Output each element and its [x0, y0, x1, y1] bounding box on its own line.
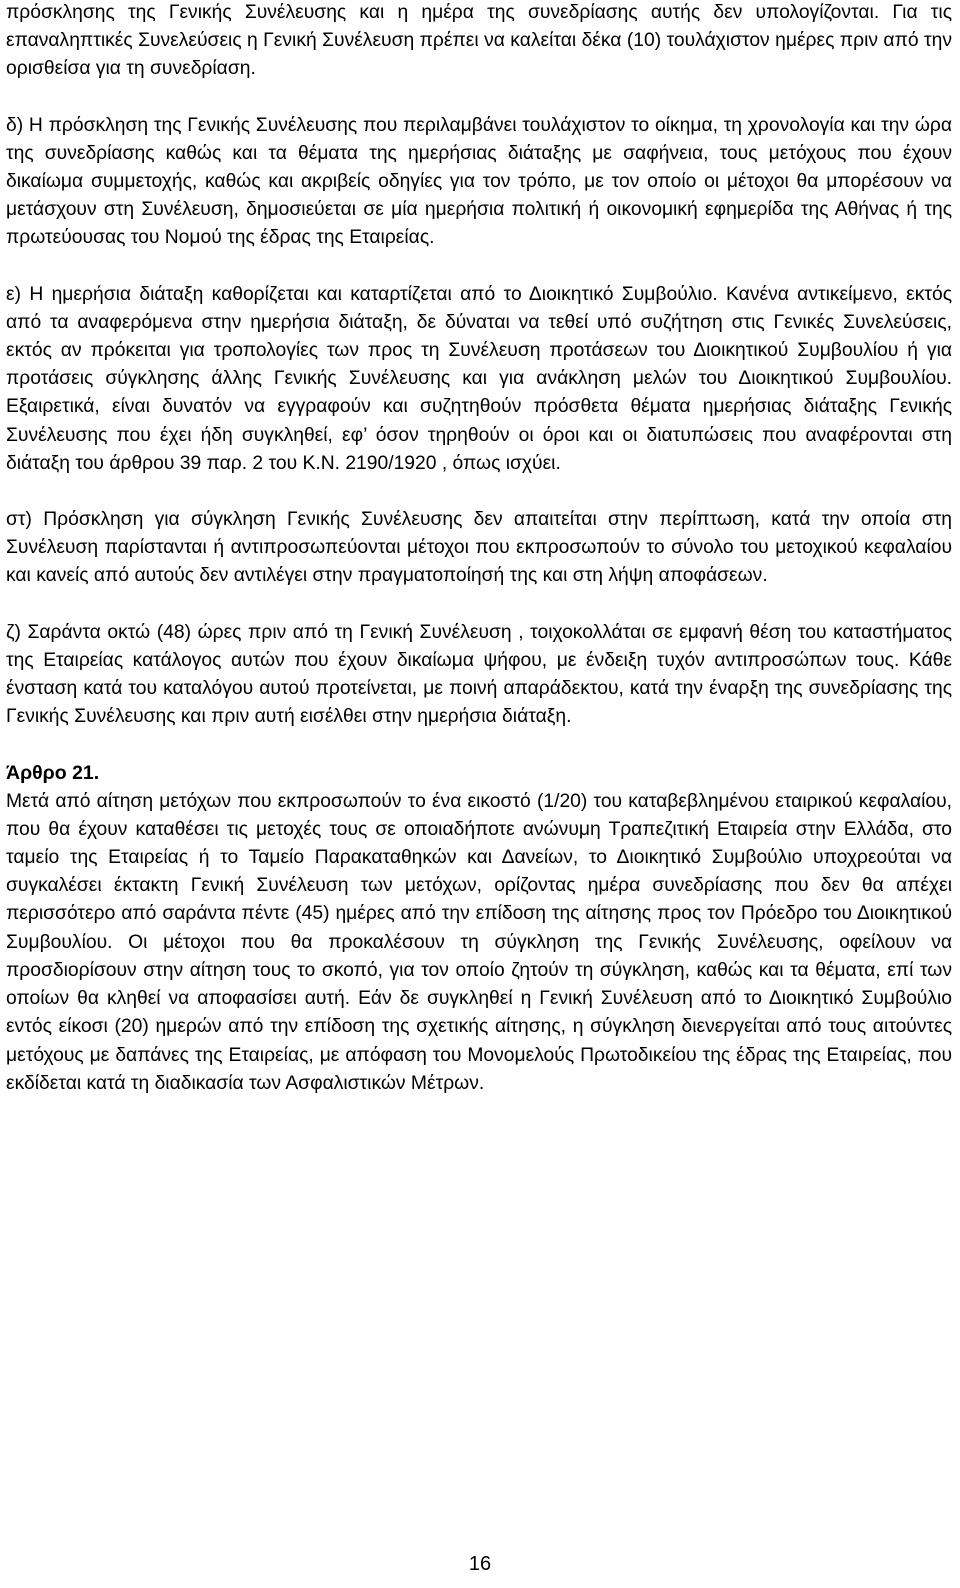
article-body: Μετά από αίτηση μετόχων που εκπροσωπούν το ένα εικοστό (1/20) του καταβεβλημένου εταιρικού κεφαλαίου, που θα έχουν καταθέσει τις μετοχές τους σε οποιαδήποτε ανώνυμη Τραπεζιτική Εταιρεία στην Ελλάδα, στο ταμείο της Εταιρείας ή το Ταμείο Παρακαταθηκών και Δανείων, το Διοικητικό Συμβούλιο υποχρεούται να συγκαλέσει έκτακτη Γενική Συνέλευση των μετόχων, ορίζοντας ημέρα συνεδρίασης που δεν θα απέχει περισσότερο από σαράντα πέντε (45) ημέρες από την επίδοση της αίτησης προς τον Πρόεδρο του Διοικητικού Συμβουλίου. Οι μέτοχοι που θα προκαλέσουν τη σύγκληση της Γενικής Συνέλευσης, οφείλουν να προσδιορίσουν στην αίτηση τους το σκοπό, για τον οποίο ζητούν τη σύγκληση, καθώς και τα θέματα, επί των οποίων θα κληθεί να αποφασίσει αυτή. Εάν δε συγκληθεί η Γενική Συνέλευση από το Διοικητικό Συμβούλιο εντός είκοσι (20) ημερών από την επίδοση της σχετικής αίτησης, η σύγκληση διενεργείται από τους αιτούντες μετόχους με δαπάνες της Εταιρείας, με απόφαση του Μονομελούς Πρωτοδικείου της έδρας της Εταιρείας, που εκδίδεται κατά τη διαδικασία των Ασφαλιστικών Μέτρων.	[6, 790, 952, 1094]
article-heading: Άρθρο 21.	[6, 762, 100, 785]
document-page	[6, 0, 952, 1098]
paragraph-spacer	[6, 253, 952, 281]
paragraph-sigmatau: στ) Πρόσκληση για σύγκληση Γενικής Συνέλευσης δεν απαιτείται στην περίπτωση, κατά την οποία στη Συνέλευση παρίστανται ή αντιπροσωπεύονται μέτοχοι που εκπροσωπούν το σύνολο του μετοχικού κεφαλαίου και κανείς από αυτούς δεν αντιλέγει στην πραγματοποίησή της και στη λήψη αποφάσεων.	[6, 509, 952, 587]
paragraph-spacer	[6, 591, 952, 619]
paragraph-epsilon: ε) Η ημερήσια διάταξη καθορίζεται και καταρτίζεται από το Διοικητικό Συμβούλιο. Κανένα αντικείμενο, εκτός από τα αναφερόμενα στην ημερήσια διάταξη, δε δύναται να τεθεί υπό συζήτηση στις Γενικές Συνελεύσεις, εκτός αν πρόκειται για τροπολογίες των προς τη Συνέλευση προτάσεων του Διοικητικού Συμβουλίου ή για προτάσεις σύγκλησης άλλης Γενικής Συνέλευσης και για ανάκληση μελών του Διοικητικού Συμβουλίου. Εξαιρετικά, είναι δυνατόν να εγγραφούν και συζητηθούν πρόσθετα θέματα ημερήσιας διάταξης Γενικής Συνέλευσης που έχει ήδη συγκληθεί, εφ’ όσον τηρηθούν οι όροι και οι διατυπώσεις που αναφέρονται στη διάταξη του άρθρου 39 παρ. 2 του Κ.Ν. 2190/1920 , όπως ισχύει.	[6, 283, 952, 474]
paragraph-delta: δ) Η πρόσκληση της Γενικής Συνέλευσης που περιλαμβάνει τουλάχιστον το οίκημα, τη χρονολογία και την ώρα της συνεδρίασης καθώς και τα θέματα της ημερήσιας διάταξης με σαφήνεια, τους μετόχους που έχουν δικαίωμα συμμετοχής, καθώς και ακριβείς οδηγίες για τον τρόπο, με τον οποίο οι μέτοχοι θα μπορέσουν να μετάσχουν στη Συνέλευση, δημοσιεύεται σε μία ημερήσια πολιτική ή οικονομική εφημερίδα της Αθήνας ή της πρωτεύουσας του Νομού της έδρας της Εταιρείας.	[6, 114, 952, 249]
paragraph-spacer	[6, 84, 952, 112]
page-number: 16	[468, 1553, 492, 1575]
paragraph-spacer	[6, 478, 952, 506]
paragraph-zeta: ζ) Σαράντα οκτώ (48) ώρες πριν από τη Γενική Συνέλευση , τοιχοκολλάται σε εμφανή θέση του καταστήματος της Εταιρείας κατάλογος αυτών που έχουν δικαίωμα ψήφου, με ένδειξη τυχόν αντιπροσώπων τους. Κάθε ένσταση κατά του καταλόγου αυτού προτείνεται, με ποινή απαράδεκτου, κατά την έναρξη της συνεδρίασης της Γενικής Συνέλευσης και πριν αυτή εισέλθει στην ημερήσια διάταξη.	[6, 621, 952, 728]
paragraph-spacer	[6, 731, 952, 759]
paragraph-continuation: πρόσκλησης της Γενικής Συνέλευσης και η ημέρα της συνεδρίασης αυτής δεν υπολογίζονται. Για τις επαναληπτικές Συνελεύσεις η Γενική Συνέλευση πρέπει να καλείται δέκα (10) τουλάχιστον ημέρες πριν από την ορισθείσα για τη συνεδρίαση.	[6, 2, 952, 80]
